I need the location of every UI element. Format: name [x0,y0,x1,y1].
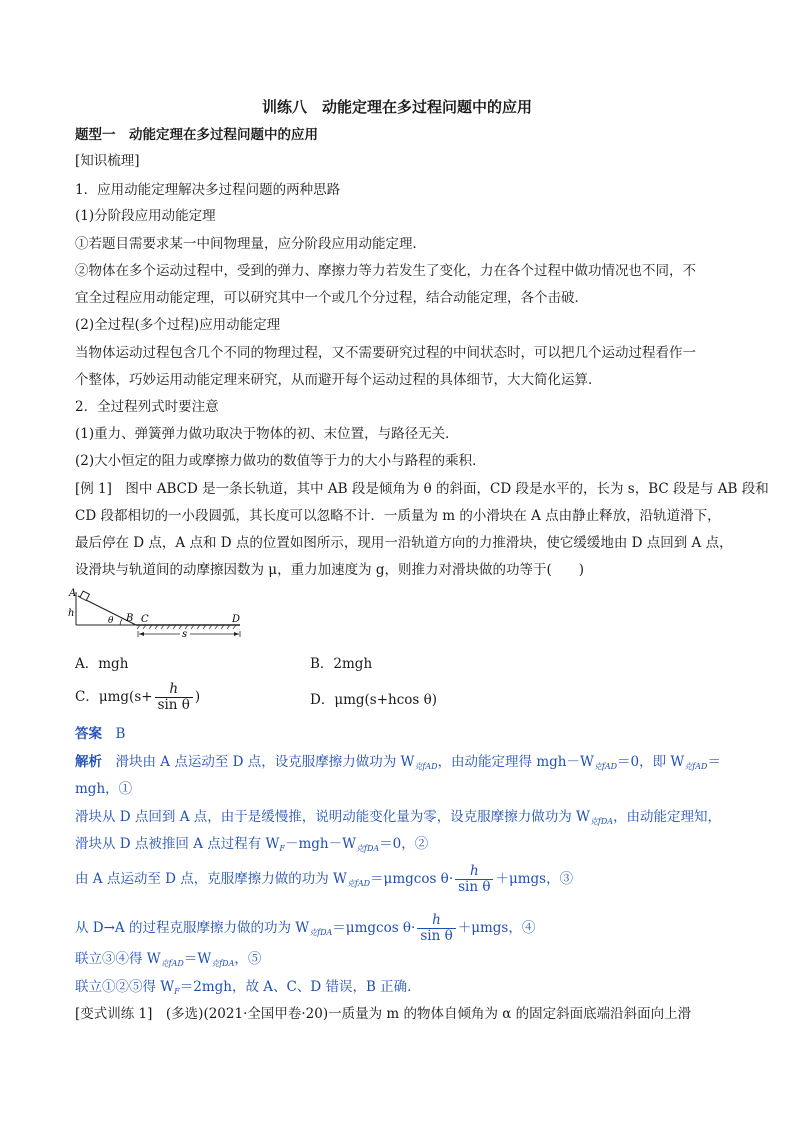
example-1-line-1: [例 1] 图中 ABCD 是一条长轨道，其中 AB 段是倾角为 θ 的斜面，CD 段是水平的，长为 s，BC 段是与 AB 段和 [75,481,769,497]
subscript: 克fDA [309,928,333,937]
analysis-text: 滑块由 A 点运动至 D 点，设克服摩擦力做功为 W [115,754,415,770]
section-heading: 题型一 动能定理在多过程问题中的应用 [75,127,318,143]
subscript: 克fAD [346,879,371,888]
paragraph-5: 宜全过程应用动能定理，可以研究其中一个或几个分过程，结合动能定理，各个击破． [75,290,588,306]
label-a: A [69,588,77,599]
analysis-line-3 [75,808,721,831]
slider-block [80,591,89,600]
answer-line [75,725,125,743]
option-c-prefix: C．μmg(s+ [75,689,153,705]
option-d: D．μmg(s+hcos θ) [310,692,438,708]
variant-training-1: [变式训练 1] (多选)(2021·全国甲卷·20)一质量为 m 的物体自倾角为 α 的固定斜面底端沿斜面向上滑 [75,1006,692,1022]
analysis-text: ＋μmgs，③ [495,871,574,887]
subscript: F [279,844,285,853]
page-title: 训练八 动能定理在多过程问题中的应用 [261,98,532,116]
analysis-text: ＝μmgcos θ· [332,920,416,936]
analysis-fraction-2 [417,913,455,944]
paragraph-7: 当物体运动过程包含几个不同的物理过程，又不需要研究过程的中间状态时，可以把几个运动过程看作一 [75,345,696,361]
knowledge-heading: [知识梳理] [75,153,140,169]
option-c-suffix: ) [194,689,201,705]
analysis-line-4 [75,835,428,858]
numerator: h [469,863,479,879]
option-c [75,682,200,713]
label-b: B [126,613,134,624]
label-d: D [232,614,241,625]
answer-label: 答案 [75,726,102,742]
denominator: sin θ [455,879,493,895]
option-c-fraction [155,682,193,713]
analysis-line-1 [75,753,721,776]
numerator: h [432,912,441,928]
analysis-text: 从 D→A 的过程克服摩擦力做的功为 W [75,920,310,936]
analysis-line-6 [75,913,535,944]
analysis-text: ，由动能定理知， [613,809,722,825]
subscript: 克fAD [160,959,184,968]
option-c-denominator: sin θ [155,697,193,713]
example-1-line-2: CD 段都相切的一小段圆弧，其长度可以忽略不计．一质量为 m 的小滑块在 A 点由静止释放，沿轨道滑下， [75,508,721,524]
analysis-text: 联立①②⑤得 W [75,979,175,995]
subscript: 克fAD [684,762,708,771]
paragraph-8: 个整体，巧妙运用动能定理来研究，从而避开每个运动过程的具体细节，大大简化运算． [75,372,602,388]
paragraph-4: ②物体在多个运动过程中，受到的弹力、摩擦力等力若发生了变化，力在各个过程中做功情况也不同，不 [75,263,696,279]
analysis-line-8 [75,978,421,1001]
label-theta: θ [108,616,114,626]
label-s: s [182,629,188,638]
label-h: h [68,608,75,619]
subscript: F [174,987,180,996]
incline-diagram [68,588,248,638]
analysis-text: ＝2mgh，故 A、C、D 错误，B 正确． [179,979,421,995]
analysis-text: ，⑤ [234,951,262,967]
analysis-text: 联立③④得 W [75,951,161,967]
paragraph-10: (1)重力、弹簧弹力做功取决于物体的初、末位置，与路径无关． [75,426,459,442]
option-c-numerator: h [169,681,179,697]
denominator: sin θ [417,928,455,944]
analysis-line-2: mgh，① [75,781,133,797]
analysis-line-7 [75,950,261,973]
paragraph-6: (2)全过程(多个过程)应用动能定理 [75,317,281,333]
subscript: 克fDA [211,959,235,968]
answer-value: B [115,726,126,742]
analysis-text: ＋μmgs，④ [457,920,536,936]
paragraph-1: 1．应用动能定理解决多过程问题的两种思路 [75,182,341,198]
label-c: C [141,614,149,625]
paragraph-3: ①若题目需要求某一中间物理量，应分阶段应用动能定理． [75,236,426,252]
analysis-text: 由 A 点运动至 D 点，克服摩擦力做的功为 W [75,871,347,887]
example-1-line-3: 最后停在 D 点，A 点和 D 点的位置如图所示，现用一沿轨道方向的力推滑块，使它缓缓地由 D 点回到 A 点， [75,535,733,551]
analysis-text: ＝W [183,951,212,967]
option-a: A．mgh [75,656,129,672]
analysis-text: ＝0，② [379,836,429,852]
analysis-line-5 [75,864,573,895]
paragraph-11: (2)大小恒定的阻力或摩擦力做功的数值等于力的大小与路程的乘积． [75,453,486,469]
subscript: 克fAD [414,762,438,771]
analysis-text: ＝0，即 W [617,754,685,770]
paragraph-9: 2．全过程列式时要注意 [75,399,219,415]
analysis-label: 解析 [75,754,102,770]
analysis-text: ＝μmgcos θ· [370,871,454,887]
analysis-text: ，由动能定理得 mgh－W [437,754,594,770]
example-1-line-4: 设滑块与轨道间的动摩擦因数为 μ，重力加速度为 g，则推力对滑块做的功等于( ) [75,562,585,578]
analysis-text: 滑块从 D 点被推回 A 点过程有 W [75,836,280,852]
option-b: B．2mgh [310,656,373,672]
analysis-fraction-1 [455,864,493,895]
subscript: 克fAD [593,762,618,771]
analysis-text: 滑块从 D 点回到 A 点，由于是缓慢推，说明动能变化量为零，设克服摩擦力做功为 W [75,809,590,825]
analysis-text: ＝ [707,754,721,770]
analysis-text: －mgh－W [284,836,356,852]
subscript: 克fDA [589,817,614,826]
subscript: 克fDA [355,844,380,853]
paragraph-2: (1)分阶段应用动能定理 [75,208,216,224]
